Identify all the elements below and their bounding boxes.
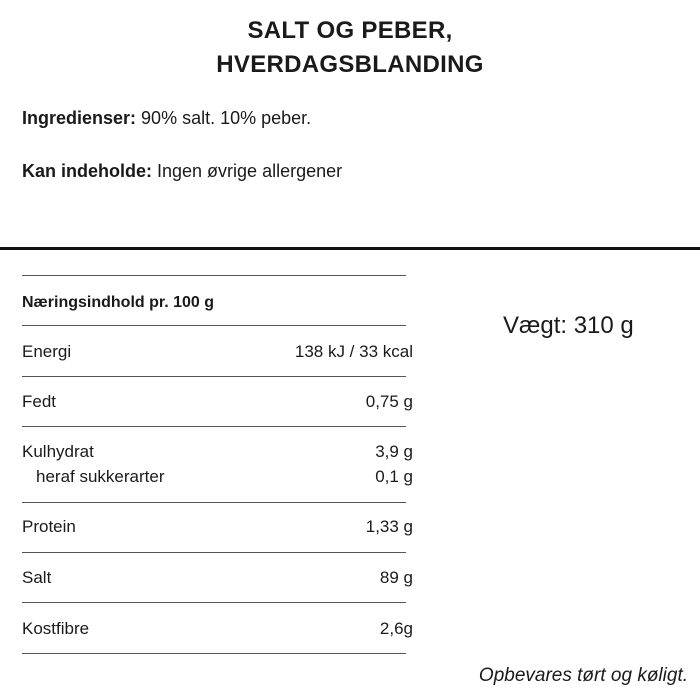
- table-rule: [22, 502, 406, 503]
- allergens-line: [22, 159, 342, 183]
- product-title-line-2: HVERDAGSBLANDING: [216, 51, 484, 78]
- nutrition-label-carbohydrate: Kulhydrat: [22, 442, 94, 461]
- table-rule: [22, 426, 406, 427]
- nutrition-value-carbohydrate: 3,9 g: [375, 442, 413, 461]
- allergens-value: Ingen øvrige allergener: [157, 161, 343, 181]
- ingredients-value: 90% salt. 10% peber.: [141, 108, 312, 128]
- allergens-label: Kan indeholde:: [22, 161, 152, 181]
- table-rule: [22, 325, 406, 326]
- net-weight: Vægt: 310 g: [503, 312, 634, 339]
- table-rule: [22, 376, 406, 377]
- nutrition-label-fat: Fedt: [22, 392, 57, 411]
- product-title: [0, 14, 700, 82]
- storage-instructions: Opbevares tørt og køligt.: [478, 665, 688, 686]
- nutrition-value-fibre: 2,6g: [379, 619, 413, 638]
- nutrition-heading: Næringsindhold pr. 100 g: [22, 294, 215, 311]
- nutrition-label-sugars: heraf sukkerarter: [36, 467, 165, 486]
- section-divider: [0, 247, 700, 250]
- table-rule: [22, 552, 406, 553]
- nutrition-value-protein: 1,33 g: [365, 517, 413, 536]
- table-rule: [22, 653, 406, 654]
- nutrition-label-energy: Energi: [22, 342, 72, 361]
- nutrition-label-protein: Protein: [22, 517, 76, 536]
- nutrition-label-fibre: Kostfibre: [22, 619, 90, 638]
- ingredients-label: Ingredienser:: [22, 108, 137, 128]
- nutrition-value-salt: 89 g: [379, 568, 413, 587]
- nutrition-value-sugars: 0,1 g: [375, 467, 413, 486]
- product-title-line-1: SALT OG PEBER,: [247, 17, 453, 44]
- ingredients-line: [22, 106, 311, 130]
- nutrition-value-energy: 138 kJ / 33 kcal: [294, 342, 413, 361]
- nutrition-label-salt: Salt: [22, 568, 52, 587]
- table-rule: [22, 602, 406, 603]
- nutrition-value-fat: 0,75 g: [365, 392, 413, 411]
- table-rule: [22, 275, 406, 276]
